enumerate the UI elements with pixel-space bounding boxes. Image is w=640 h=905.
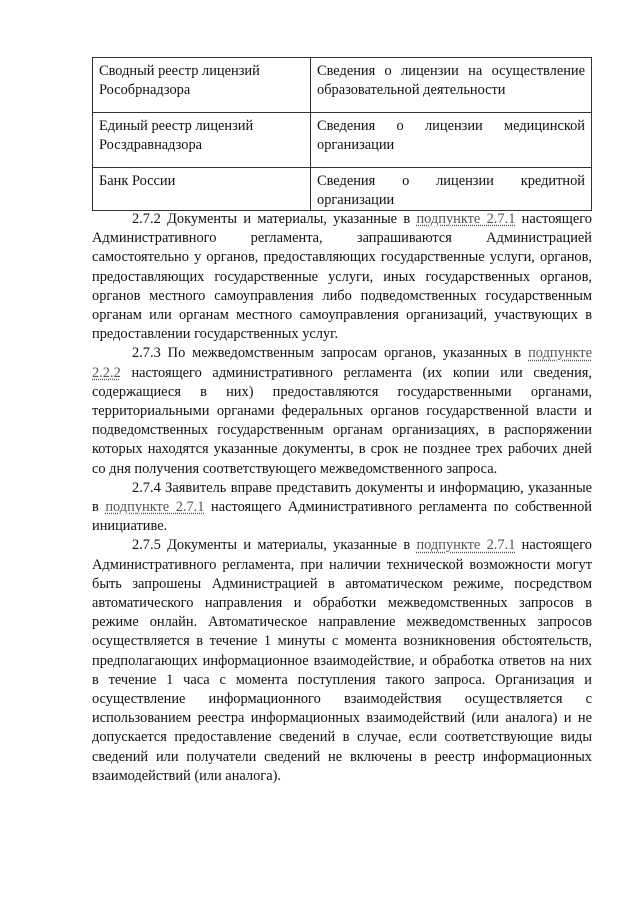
table-row — [93, 113, 592, 168]
paragraph-tail: настоящего административного регламента (их копии или сведения, содержащиеся в них) предоставляются государственными органами, территориальными органами федеральных органов государственной власти и подведомственных государственным органам организациях, в распоряжении которых находятся указанные документы, в срок не позднее трех рабочих дней со дня получения соответствующего межведомственного запроса. — [92, 364, 592, 477]
paragraph-tail: настоящего Административного регламента по собственной инициативе. — [92, 499, 592, 535]
subclause-link[interactable]: подпункте 2.7.1 — [416, 537, 516, 554]
table-cell-source: Банк России — [93, 168, 311, 211]
paragraph-2-7-3 — [92, 344, 592, 478]
table-cell-info-line2: организации — [317, 137, 395, 153]
table-row — [93, 58, 592, 113]
table-cell-info-line1: Сведения о лицензии медицинской — [317, 118, 585, 134]
table-cell-info — [311, 58, 592, 113]
table-cell-info-line1: Сведения о лицензии кредитной — [317, 173, 585, 189]
paragraph-tail: настоящего Административного регламента, при наличии технической возможности могут быть запрошены Администрацией в автоматическом режиме, посредством автоматического направления и обработки межведомственных запросов в режиме онлайн. Автоматическое направление межведомственных запросов осуществляется в течение 1 минуты с момента возникновения обстоятельств, предполагающих информационное взаимодействие, и обработка ответов на них в течение 1 часа с момента поступления такого запроса. Организация и осуществление информационного взаимодействия осуществляется с использованием реестра информационных взаимодействий (или аналога) и не допускается предоставление сведений в случае, если соответствующие виды сведений или получатели сведений не включены в реестр информационных взаимодействий (или аналога). — [92, 537, 593, 784]
table-cell-info — [311, 168, 592, 211]
table-cell-info-line1: Сведения о лицензии на осуществление — [317, 63, 585, 79]
table-cell-info-line2: организации — [317, 192, 395, 208]
subclause-link[interactable]: подпункте 2.7.1 — [105, 499, 205, 516]
table-cell-source: Сводный реестр лицензий Рособрнадзора — [93, 58, 311, 113]
table-cell-source: Единый реестр лицензий Росздравнадзора — [93, 113, 311, 168]
paragraph-lead: 2.7.5 Документы и материалы, указанные в — [132, 537, 417, 554]
table-cell-info — [311, 113, 592, 168]
paragraph-2-7-4 — [92, 479, 592, 537]
paragraph-2-7-2 — [92, 210, 592, 344]
paragraph-lead: 2.7.2 Документы и материалы, указанные в — [132, 211, 417, 227]
regulation-body — [92, 210, 592, 786]
paragraph-lead: 2.7.3 По межведомственным запросам органов, указанных в — [132, 345, 529, 362]
paragraph-lead: 2.7.4 Заявитель вправе представить документы и информацию, указанные в — [92, 479, 592, 516]
subclause-link[interactable]: подпункте 2.7.1 — [416, 211, 516, 227]
subclause-link[interactable]: подпункте 2.2.2 — [92, 345, 592, 381]
license-registry-table — [92, 57, 592, 211]
paragraph-tail: настоящего Административного регламента, запрашиваются Администрацией самостоятельно у органов, предоставляющих государственные услуги, органов, предоставляющих государственные услуги, иных государственных органов, органов местного самоуправления либо подведомственных государственным органам или органам местного самоуправления организаций, участвующих в предоставлении государственных услуг. — [92, 211, 593, 343]
table-cell-info-line2: образовательной деятельности — [317, 82, 506, 98]
paragraph-2-7-5 — [92, 536, 592, 786]
table-row — [93, 168, 592, 211]
